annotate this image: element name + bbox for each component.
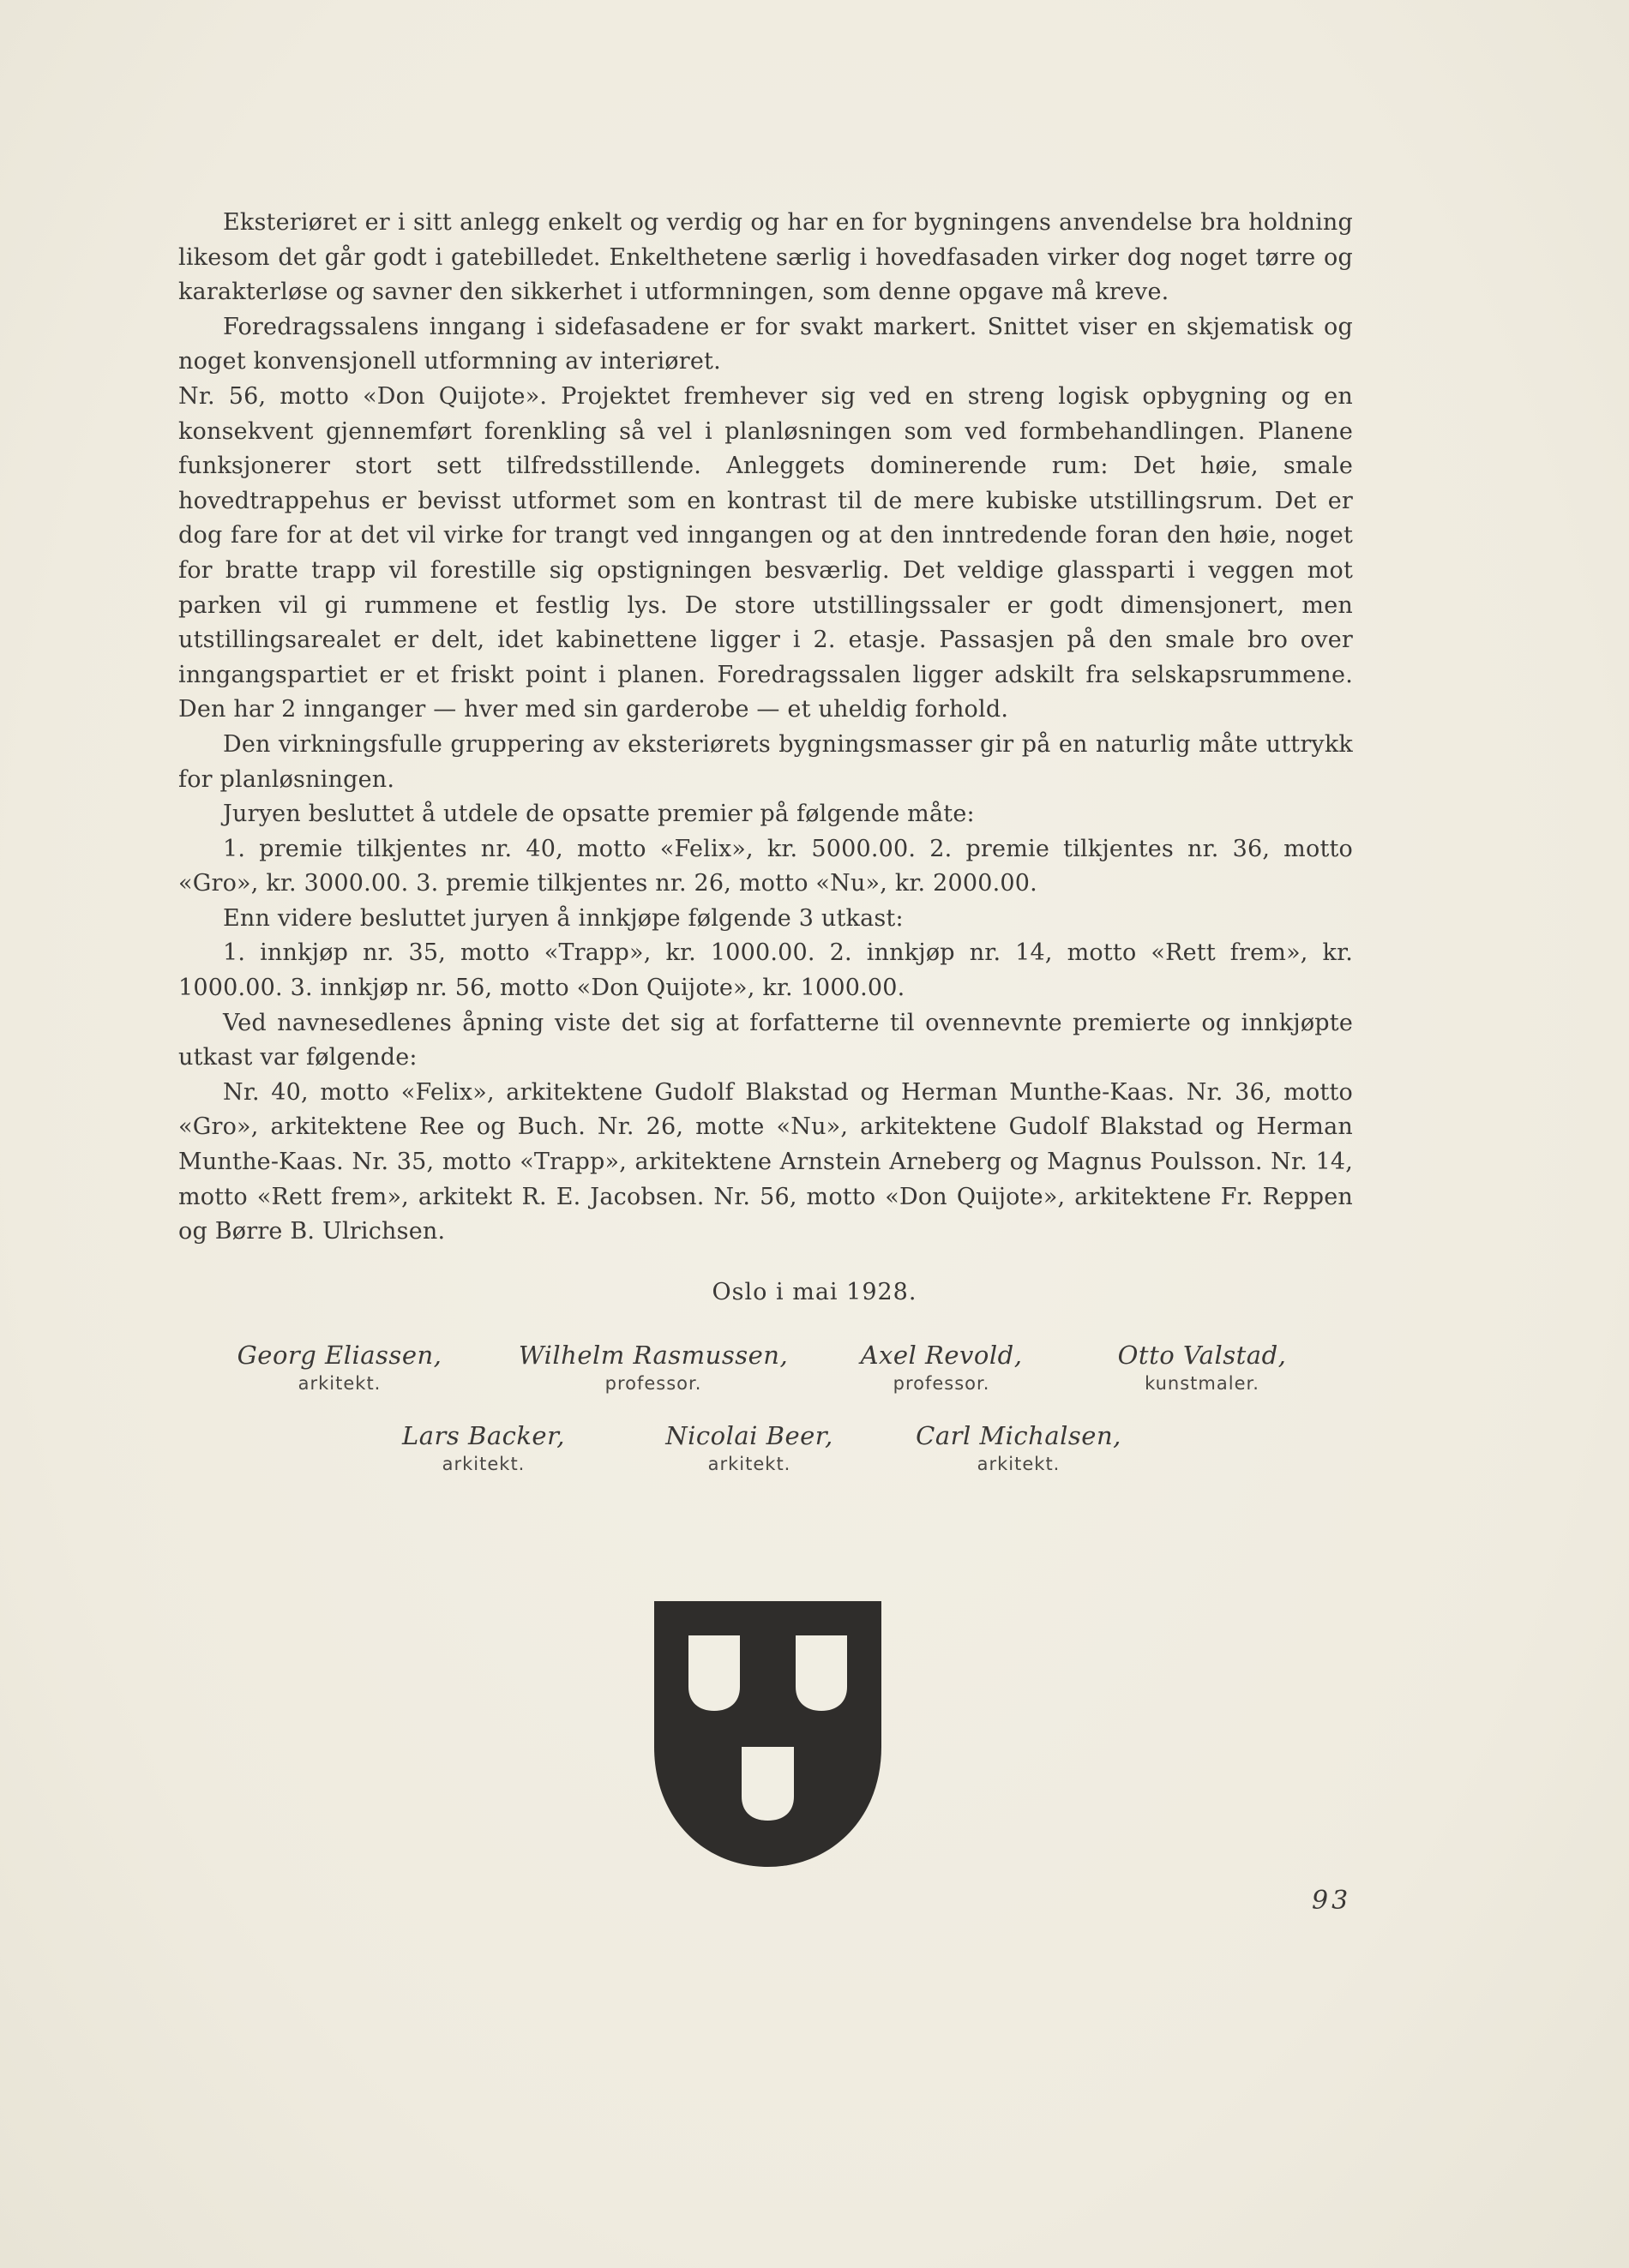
signatory-title: professor. <box>893 1373 990 1394</box>
signature-block <box>346 1419 621 1476</box>
signatory-name: Wilhelm Rasmussen, <box>518 1341 789 1370</box>
signatory-title: professor. <box>604 1373 702 1394</box>
signature-block <box>1065 1339 1339 1395</box>
signature-block <box>202 1339 477 1395</box>
paragraph: 1. innkjøp nr. 35, motto «Trapp», kr. 1000.00. 2. innkjøp nr. 14, motto «Rett frem», kr. 1000.00. 3. innkjøp nr. 56, motto «Don Quijote», kr. 1000.00. <box>178 939 1353 1002</box>
signatory-title: arkitekt. <box>707 1454 791 1474</box>
signatory-title: arkitekt. <box>298 1373 382 1394</box>
signatory-title: arkitekt. <box>442 1454 526 1474</box>
signatory-name: Lars Backer, <box>402 1421 565 1450</box>
signature-block <box>881 1419 1156 1476</box>
shield-notch-right <box>796 1635 847 1711</box>
shield-body <box>654 1601 881 1867</box>
signature-block <box>612 1419 887 1476</box>
paragraph: Enn videre besluttet juryen å innkjøpe følgende 3 utkast: <box>223 904 904 932</box>
paragraph: 1. premie tilkjentes nr. 40, motto «Felix», kr. 5000.00. 2. premie tilkjentes nr. 36, motto «Gro», kr. 3000.00. 3. premie tilkjentes nr. 26, motto «Nu», kr. 2000.00. <box>178 835 1353 897</box>
place-date: Oslo i mai 1928. <box>712 1279 917 1305</box>
body-text <box>178 206 1353 1250</box>
paragraph: Ved navnesedlenes åpning viste det sig at forfatterne til ovennevnte premierte og innkjøpte utkast var følgende: <box>178 1009 1353 1071</box>
paragraph: Juryen besluttet å utdele de opsatte premier på følgende måte: <box>223 801 975 828</box>
signatory-name: Nicolai Beer, <box>665 1421 833 1450</box>
paragraph: Foredragssalens inngang i sidefasadene er for svakt markert. Snittet viser en skjematisk og noget konvensjonell utformning av interiøret. <box>178 313 1353 375</box>
signatory-name: Carl Michalsen, <box>916 1421 1121 1450</box>
signatory-name: Otto Valstad, <box>1117 1341 1287 1370</box>
paragraph: Nr. 56, motto «Don Quijote». Projektet fremhever sig ved en streng logisk opbygning og en konsekvent gjennemført forenkling så vel i planløsningen som ved formbehandlingen. Planene funksjonerer stort sett tilfredsstillende. Anleggets dominerende rum: Det høie, smale hovedtrappehus er bevisst utformet som en kontrast til de mere kubiske utstillingsrum. Det er dog fare for at det vil virke for trangt ved inngangen og at den inntredende foran den høie, noget for bratte trapp vil forestille sig opstigningen besværlig. Det veldige glassparti i veggen mot parken vil gi rummene et festlig lys. De store utstillingssaler er godt dimensjonert, men utstillingsarealet er delt, idet kabinettene ligger i 2. etasje. Passasjen på den smale bro over inngangspartiet er et friskt point i planen. Foredragssalen ligger adskilt fra selskapsrummene. Den har 2 innganger — hver med sin garderobe — et uheldig forhold. <box>178 382 1353 723</box>
shield-notch-bottom <box>742 1747 794 1821</box>
signatory-title: arkitekt. <box>977 1454 1061 1474</box>
page-number: 93 <box>1312 1886 1352 1916</box>
signatory-name: Axel Revold, <box>860 1341 1023 1370</box>
paragraph: Den virkningsfulle gruppering av eksteriørets bygningsmasser gir på en naturlig måte uttrykk for planløsningen. <box>178 730 1353 793</box>
signature-block <box>516 1339 790 1395</box>
shield-emblem-icon <box>654 1601 881 1867</box>
paragraph: Eksteriøret er i sitt anlegg enkelt og verdig og har en for bygningens anvendelse bra holdning likesom det går godt i gatebilledet. Enkelthetene særlig i hovedfasaden virker dog noget tørre og karakterløse og savner den sikkerhet i utformningen, som denne opgave må kreve. <box>178 209 1353 306</box>
signatory-title: kunstmaler. <box>1145 1373 1259 1394</box>
paragraph: Nr. 40, motto «Felix», arkitektene Gudolf Blakstad og Herman Munthe-Kaas. Nr. 36, motto «Gro», arkitektene Ree og Buch. Nr. 26, motte «Nu», arkitektene Gudolf Blakstad og Herman Munthe-Kaas. Nr. 35, motto «Trapp», arkitektene Arnstein Arneberg og Magnus Poulsson. Nr. 14, motto «Rett frem», arkitekt R. E. Jacobsen. Nr. 56, motto «Don Quijote», arkitektene Fr. Reppen og Børre B. Ulrichsen. <box>178 1078 1353 1245</box>
signature-block <box>804 1339 1079 1395</box>
signatory-name: Georg Eliassen, <box>237 1341 442 1370</box>
shield-notch-left <box>688 1635 740 1711</box>
